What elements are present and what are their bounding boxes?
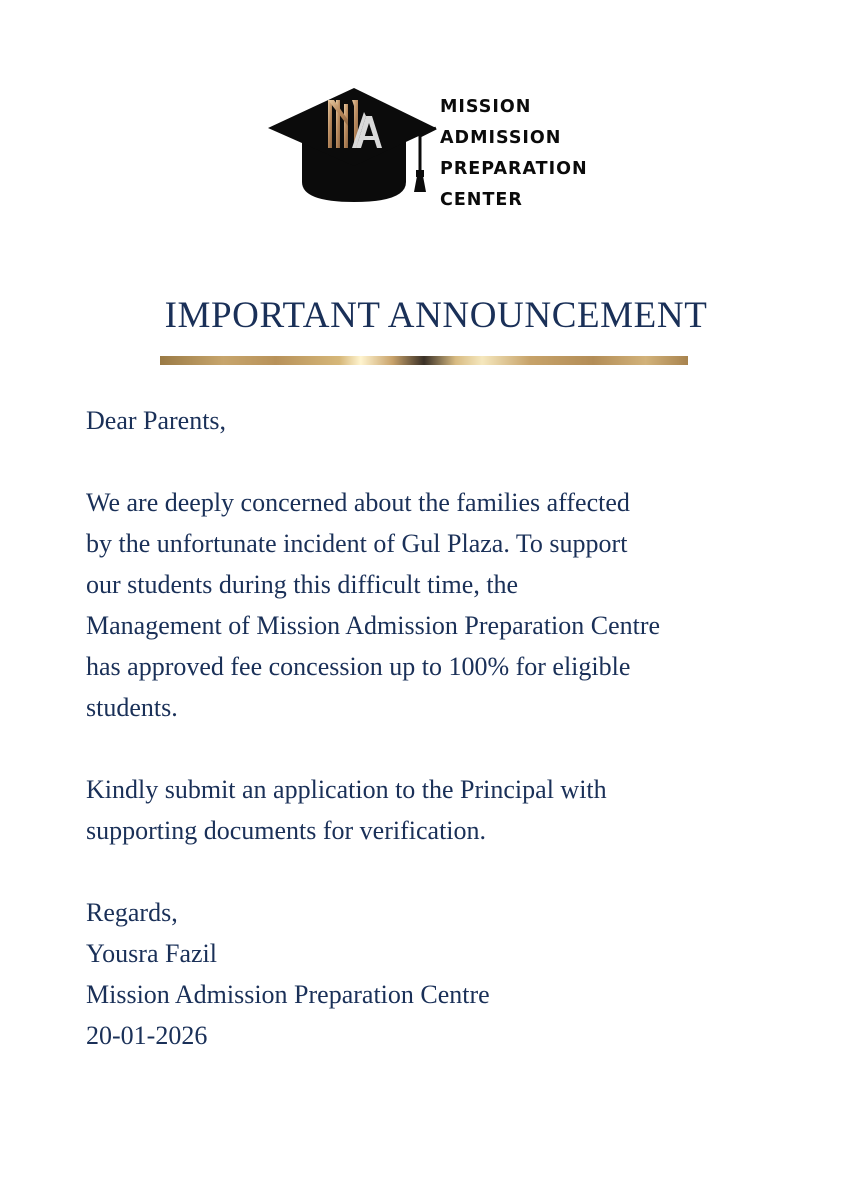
paragraph-line: has approved fee concession up to 100% for eligible (86, 652, 631, 681)
logo-line: ADMISSION (440, 128, 562, 148)
gold-divider (160, 356, 688, 365)
paragraph-line: our students during this difficult time, the (86, 570, 519, 599)
logo-line: CENTER (440, 190, 523, 210)
date: 20-01-2026 (86, 1021, 208, 1050)
graduation-cap-icon (268, 86, 438, 202)
signatory: Yousra Fazil (86, 939, 217, 968)
paragraph-line: Kindly submit an application to the Principal with (86, 775, 607, 804)
organization: Mission Admission Preparation Centre (86, 980, 490, 1009)
paragraph-line: We are deeply concerned about the families affected (86, 488, 630, 517)
paragraph-line: students. (86, 693, 178, 722)
closing: Regards, (86, 898, 178, 927)
paragraph-line: Management of Mission Admission Preparation Centre (86, 611, 661, 640)
paragraph-line: by the unfortunate incident of Gul Plaza. To support (86, 529, 628, 558)
logo-line: MISSION (440, 97, 532, 117)
announcement-title: IMPORTANT ANNOUNCEMENT (164, 295, 708, 336)
salutation: Dear Parents, (86, 406, 227, 435)
logo (268, 86, 628, 210)
logo-wordmark (440, 92, 588, 216)
logo-line: PREPARATION (440, 159, 588, 179)
paragraph-line: supporting documents for verification. (86, 816, 487, 845)
letter-body (86, 400, 806, 1056)
